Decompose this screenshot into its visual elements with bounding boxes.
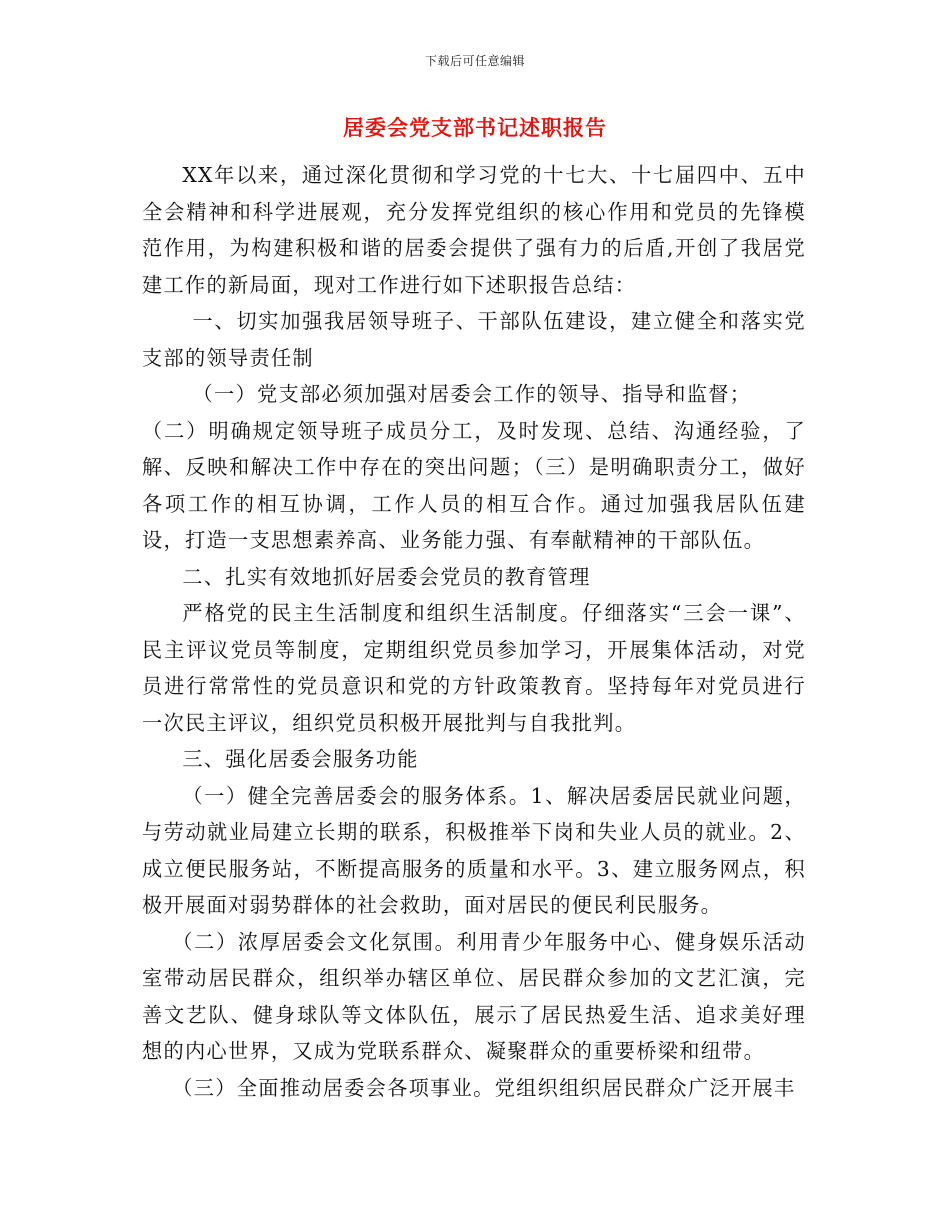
paragraph-education: 严格党的民主生活制度和组织生活制度。仔细落实“三会一课”、民主评议党员等制度，定期组织党员参加学习，开展集体活动，对党员进行常常性的党员意识和党的方针政策教育。坚持每年对党员进行一次民主评议，组织党员积极开展批判与自我批判。 — [142, 601, 806, 735]
header-note: 下载后可任意编辑 — [424, 54, 525, 68]
section-heading-3: 三、强化居委会服务功能 — [182, 747, 419, 771]
paragraph-intro: XX年以来，通过深化贯彻和学习党的十七大、十七届四中、五中全会精神和科学进展观，充分发挥党组织的核心作用和党员的先锋模范作用，为构建积极和谐的居委会提供了强有力的后盾,开创了我居党建工作的新局面，现对工作进行如下述职报告总结： — [142, 163, 806, 297]
section-heading-1: 一、切实加强我居领导班子、干部队伍建设，建立健全和落实党支部的领导责任制 — [142, 309, 806, 370]
paragraph-item-2: （二）明确规定领导班子成员分工，及时发现、总结、沟通经验，了解、反映和解决工作中存在的突出问题；（三）是明确职责分工，做好各项工作的相互协调，工作人员的相互合作。通过加强我居队伍建设，打造一支思想素养高、业务能力强、有奉献精神的干部队伍。 — [142, 418, 806, 552]
paragraph-culture: （二）浓厚居委会文化氛围。利用青少年服务中心、健身娱乐活动室带动居民群众，组织举办辖区单位、居民群众参加的文艺汇演，完善文艺队、健身球队等文体队伍，展示了居民热爱生活、追求美好理想的内心世界，又成为党联系群众、凝聚群众的重要桥梁和纽带。 — [142, 929, 806, 1063]
document-body — [142, 157, 806, 1106]
paragraph-service: （一）健全完善居委会的服务体系。1、解决居委居民就业问题，与劳动就业局建立长期的联系，积极推举下岗和失业人员的就业。2、成立便民服务站，不断提高服务的质量和水平。3、建立服务网点，积极开展面对弱势群体的社会救助，面对居民的便民利民服务。 — [142, 783, 806, 917]
document-title: 居委会党支部书记述职报告 — [343, 116, 607, 140]
section-heading-2: 二、扎实有效地抓好居委会党员的教育管理 — [182, 564, 591, 589]
paragraph-promotion: （三）全面推动居委会各项事业。党组织组织居民群众广泛开展丰 — [172, 1075, 796, 1100]
paragraph-item-1: （一）党支部必须加强对居委会工作的领导、指导和监督； — [192, 382, 752, 406]
